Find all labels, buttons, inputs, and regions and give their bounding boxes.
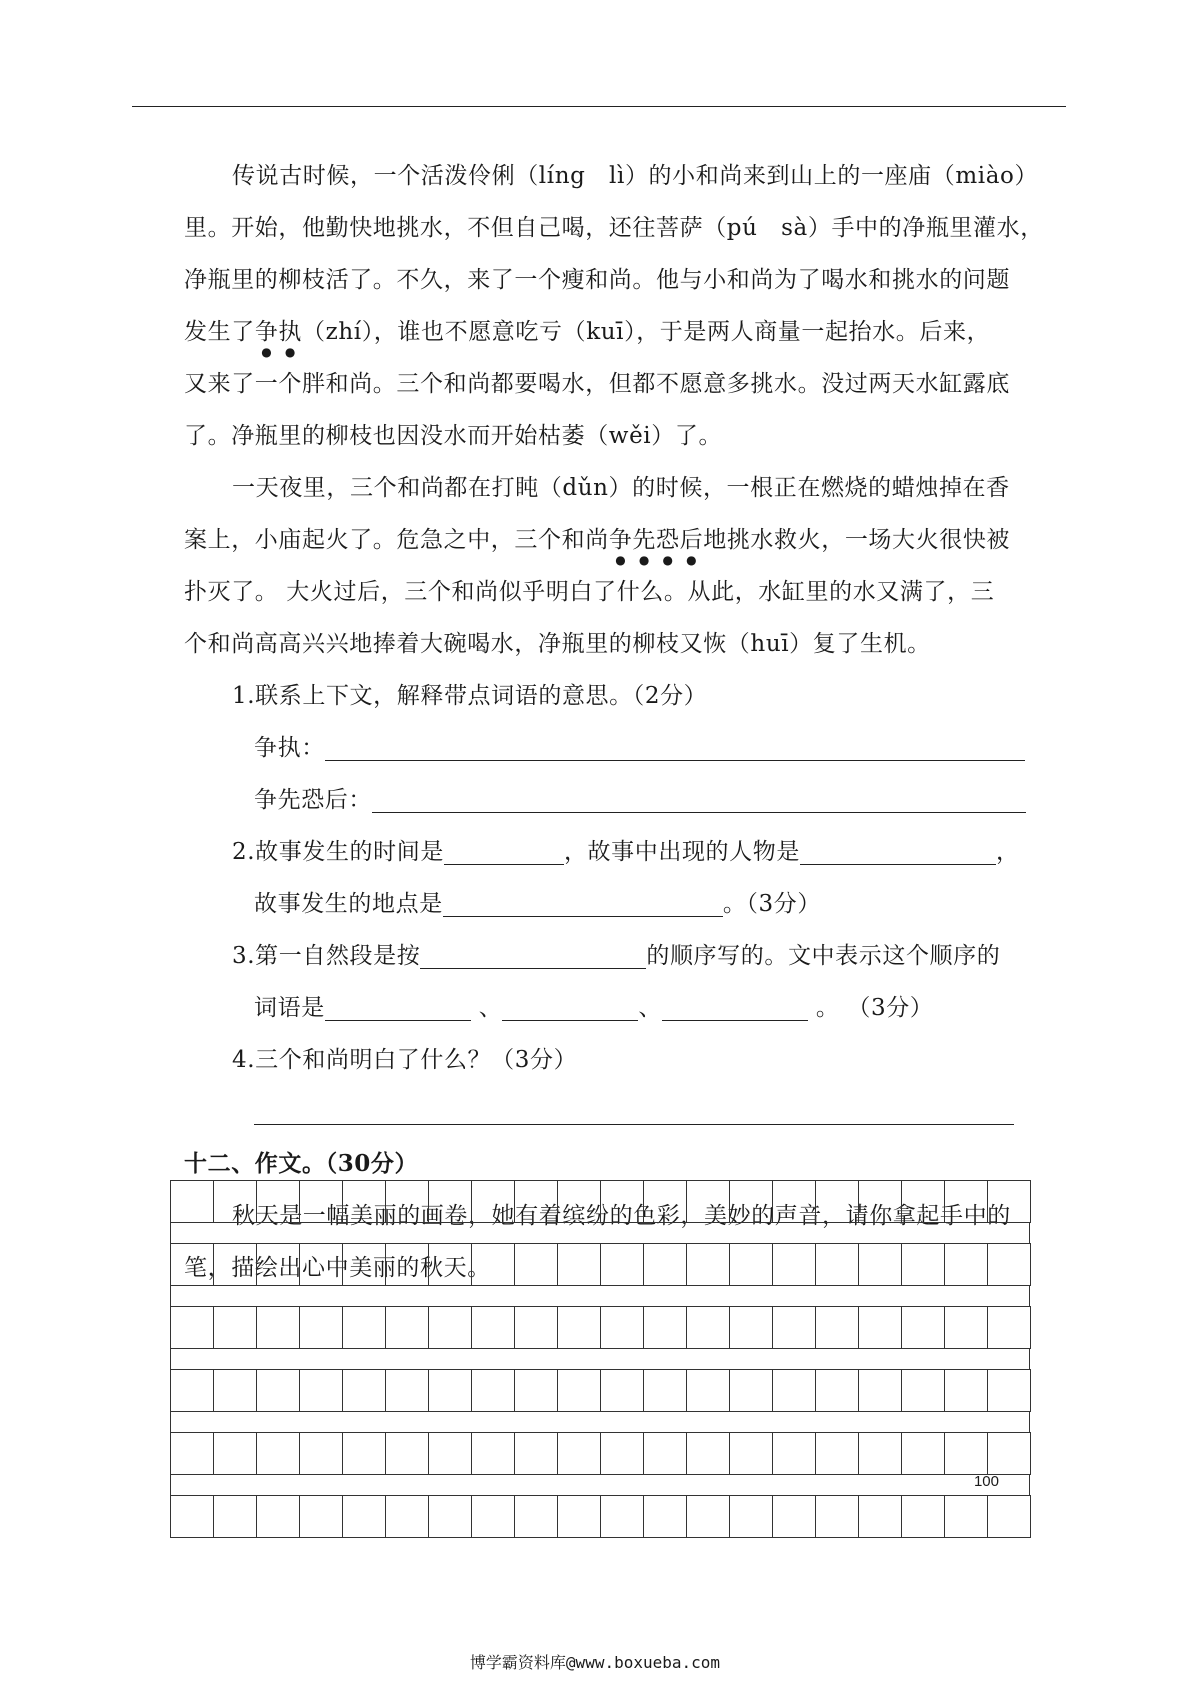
grid-row-gap [170,1349,1030,1369]
grid-cell[interactable] [859,1432,902,1475]
grid-cell[interactable] [343,1495,386,1538]
grid-row [170,1495,1031,1538]
q3-text: 。 （3分） [807,995,934,1021]
grid-cell[interactable] [429,1432,472,1475]
grid-cell[interactable] [214,1432,257,1475]
grid-cell[interactable] [601,1495,644,1538]
grid-cell[interactable] [429,1369,472,1412]
grid-cell[interactable] [816,1243,859,1286]
grid-cell[interactable] [644,1369,687,1412]
grid-cell[interactable] [730,1243,773,1286]
question-1: 1.联系上下文，解释带点词语的意思。（2分） [232,683,708,709]
grid-cell[interactable] [257,1243,300,1286]
composition-grid[interactable] [170,1180,1031,1538]
grid-cell[interactable] [988,1369,1031,1412]
grid-cell[interactable] [601,1369,644,1412]
grid-cell[interactable] [300,1495,343,1538]
grid-cell[interactable] [773,1432,816,1475]
grid-cell[interactable] [859,1369,902,1412]
grid-cell[interactable] [257,1180,300,1223]
grid-row-gap [170,1223,1030,1243]
q3-text: 的顺序写的。文中表示这个顺序的 [646,943,1001,969]
grid-cell[interactable] [816,1306,859,1349]
grid-cell[interactable] [945,1369,988,1412]
grid-row-gap [170,1412,1030,1432]
q2-characters-blank[interactable] [800,834,996,865]
grid-row-gap [170,1286,1030,1306]
grid-cell[interactable] [472,1369,515,1412]
grid-cell[interactable] [386,1495,429,1538]
grid-cell[interactable] [859,1306,902,1349]
grid-cell[interactable] [214,1495,257,1538]
grid-cell[interactable] [515,1495,558,1538]
q4-answer-blank[interactable] [254,1094,1014,1125]
grid-cell[interactable] [773,1243,816,1286]
passage-text: （zhí），谁也不愿意吃亏（kuī），于是两人商量一起抬水。后来， [302,319,991,345]
q3-order-blank[interactable] [420,938,646,969]
grid-cell[interactable] [515,1243,558,1286]
question-1a [184,722,1016,774]
grid-cell[interactable] [644,1180,687,1223]
grid-cell[interactable] [343,1432,386,1475]
grid-cell[interactable] [945,1306,988,1349]
grid-cell[interactable] [687,1432,730,1475]
grid-cell[interactable] [988,1432,1031,1475]
grid-cell[interactable] [816,1369,859,1412]
grid-cell[interactable] [472,1495,515,1538]
question-4-answer-line [184,1086,1016,1138]
grid-cell[interactable] [687,1495,730,1538]
grid-cell[interactable] [558,1243,601,1286]
grid-cell[interactable] [171,1495,214,1538]
composition-heading: 十二、作文。（30分） [184,1150,419,1177]
grid-cell[interactable] [257,1306,300,1349]
passage-line: 净瓶里的柳枝活了。不久，来了一个瘦和尚。他与小和尚为了喝水和挑水的问题 [184,267,1010,293]
grid-cell[interactable] [859,1180,902,1223]
header-rule [132,106,1066,107]
composition-prompt: 秋天是一幅美丽的画卷，她有着缤纷的色彩，美妙的声音，请你拿起手中的 [232,1203,1011,1229]
grid-cell[interactable] [171,1243,214,1286]
question-4: 4.三个和尚明白了什么？（3分） [232,1047,578,1073]
grid-cell[interactable] [386,1306,429,1349]
grid-cell[interactable] [558,1306,601,1349]
grid-cell[interactable] [945,1243,988,1286]
grid-cell[interactable] [214,1243,257,1286]
passage-text: 地挑水救火，一场大火很快被 [703,527,1011,553]
grid-cell[interactable] [859,1495,902,1538]
grid-cell[interactable] [558,1495,601,1538]
grid-cell[interactable] [257,1495,300,1538]
grid-cell[interactable] [214,1306,257,1349]
grid-cell[interactable] [644,1495,687,1538]
grid-cell[interactable] [300,1180,343,1223]
grid-cell[interactable] [515,1306,558,1349]
q2-text: ，故事中出现的人物是 [563,839,800,865]
passage-line [184,514,1016,566]
grid-cell[interactable] [687,1243,730,1286]
grid-cell[interactable] [558,1180,601,1223]
grid-row [170,1243,1031,1286]
grid-cell[interactable] [558,1432,601,1475]
grid-cell[interactable] [902,1432,945,1475]
grid-row-gap [170,1475,1030,1495]
grid-cell[interactable] [730,1306,773,1349]
grid-cell[interactable] [300,1306,343,1349]
grid-cell[interactable] [515,1432,558,1475]
q3-sep: 、 [638,995,662,1021]
passage-text: 发生了 [184,319,255,345]
footer-watermark: 博学霸资料库@www.boxueba.com [469,1653,721,1672]
grid-cell[interactable] [773,1180,816,1223]
grid-cell[interactable] [687,1369,730,1412]
question-3 [184,930,1016,982]
grid-cell[interactable] [343,1306,386,1349]
grid-cell[interactable] [644,1243,687,1286]
grid-cell[interactable] [773,1306,816,1349]
grid-cell[interactable] [687,1306,730,1349]
dotted-word-zhengxiankonghou: 争先恐后 [608,527,704,553]
grid-cell[interactable] [816,1432,859,1475]
passage-line [184,306,1016,358]
grid-cell[interactable] [687,1180,730,1223]
grid-cell[interactable] [386,1432,429,1475]
passage-text: 案上，小庙起火了。危急之中，三个和尚 [184,527,609,553]
grid-cell[interactable] [773,1369,816,1412]
question-1b [184,774,1016,826]
question-2 [184,826,1020,878]
q2-text: 故事发生的地点是 [254,891,443,917]
passage-line: 个和尚高高兴兴地捧着大碗喝水，净瓶里的柳枝又恢（huī）复了生机。 [184,631,931,657]
grid-cell[interactable] [902,1180,945,1223]
q3-word-blank-1[interactable] [325,990,471,1021]
q2-text: 。（3分） [722,891,821,917]
grid-cell[interactable] [945,1432,988,1475]
grid-cell[interactable] [730,1495,773,1538]
grid-row [170,1432,1031,1475]
grid-cell[interactable] [257,1432,300,1475]
grid-cell[interactable] [601,1180,644,1223]
character-count-mark: 100 [973,1473,999,1490]
grid-cell[interactable] [429,1306,472,1349]
grid-cell[interactable] [429,1180,472,1223]
grid-cell[interactable] [515,1180,558,1223]
q1b-answer-blank[interactable] [372,782,1026,813]
q1b-label: 争先恐后： [254,787,372,813]
grid-cell[interactable] [343,1369,386,1412]
grid-cell[interactable] [730,1432,773,1475]
grid-cell[interactable] [902,1243,945,1286]
grid-cell[interactable] [945,1180,988,1223]
passage-line: 一天夜里，三个和尚都在打盹（dǔn）的时候，一根正在燃烧的蜡烛掉在香 [232,475,1010,501]
q1a-answer-blank[interactable] [325,730,1025,761]
grid-cell[interactable] [988,1306,1031,1349]
grid-cell[interactable] [429,1243,472,1286]
grid-cell[interactable] [902,1306,945,1349]
grid-cell[interactable] [257,1369,300,1412]
grid-cell[interactable] [988,1243,1031,1286]
grid-cell[interactable] [214,1369,257,1412]
grid-cell[interactable] [171,1369,214,1412]
grid-cell[interactable] [300,1243,343,1286]
grid-cell[interactable] [816,1180,859,1223]
grid-cell[interactable] [644,1432,687,1475]
grid-cell[interactable] [171,1306,214,1349]
grid-cell[interactable] [515,1369,558,1412]
grid-cell[interactable] [343,1180,386,1223]
grid-cell[interactable] [859,1243,902,1286]
dotted-word-zhengzhi: 争执 [254,319,303,345]
grid-cell[interactable] [601,1243,644,1286]
grid-cell[interactable] [472,1180,515,1223]
q1a-label: 争执： [254,735,325,761]
passage-line: 又来了一个胖和尚。三个和尚都要喝水，但都不愿意多挑水。没过两天水缸露底 [184,371,1010,397]
worksheet-content [184,150,1044,1294]
grid-cell[interactable] [773,1495,816,1538]
grid-cell[interactable] [988,1495,1031,1538]
grid-cell[interactable] [472,1432,515,1475]
question-3-cont [184,982,1016,1034]
grid-cell[interactable] [902,1495,945,1538]
passage-line: 里。开始，他勤快地挑水，不但自己喝，还往菩萨（pú sà）手中的净瓶里灌水， [184,215,1044,241]
grid-cell[interactable] [429,1495,472,1538]
passage-line: 了。净瓶里的柳枝也因没水而开始枯萎（wěi）了。 [184,423,723,449]
grid-cell[interactable] [300,1432,343,1475]
grid-cell[interactable] [601,1306,644,1349]
question-2-cont [184,878,1016,930]
grid-cell[interactable] [386,1180,429,1223]
grid-cell[interactable] [214,1180,257,1223]
grid-cell[interactable] [171,1180,214,1223]
grid-cell[interactable] [601,1432,644,1475]
grid-cell[interactable] [472,1243,515,1286]
composition-prompt: 笔，描绘出心中美丽的秋天。 [184,1255,491,1281]
grid-row [170,1369,1031,1412]
grid-cell[interactable] [730,1369,773,1412]
q3-text: 3.第一自然段是按 [232,943,421,969]
grid-cell[interactable] [988,1180,1031,1223]
passage-line: 传说古时候，一个活泼伶俐（líng lì）的小和尚来到山上的一座庙（miào） [232,163,1039,189]
q3-text: 词语是 [254,995,325,1021]
q3-word-blank-2[interactable] [502,990,638,1021]
grid-cell[interactable] [644,1306,687,1349]
q2-text: ， [995,839,1020,865]
grid-cell[interactable] [816,1495,859,1538]
grid-cell[interactable] [343,1243,386,1286]
grid-cell[interactable] [171,1432,214,1475]
grid-cell[interactable] [386,1369,429,1412]
grid-cell[interactable] [558,1369,601,1412]
grid-cell[interactable] [300,1369,343,1412]
grid-row [170,1180,1031,1223]
grid-cell[interactable] [472,1306,515,1349]
grid-cell[interactable] [902,1369,945,1412]
q3-sep: 、 [470,995,503,1021]
grid-cell[interactable] [945,1495,988,1538]
q2-time-blank[interactable] [444,834,564,865]
q2-place-blank[interactable] [443,886,723,917]
grid-cell[interactable] [386,1243,429,1286]
q2-text: 2.故事发生的时间是 [232,839,444,865]
q3-word-blank-3[interactable] [662,990,808,1021]
passage-line: 扑灭了。 大火过后，三个和尚似乎明白了什么。从此，水缸里的水又满了，三 [184,579,995,605]
grid-cell[interactable] [730,1180,773,1223]
grid-row [170,1306,1031,1349]
